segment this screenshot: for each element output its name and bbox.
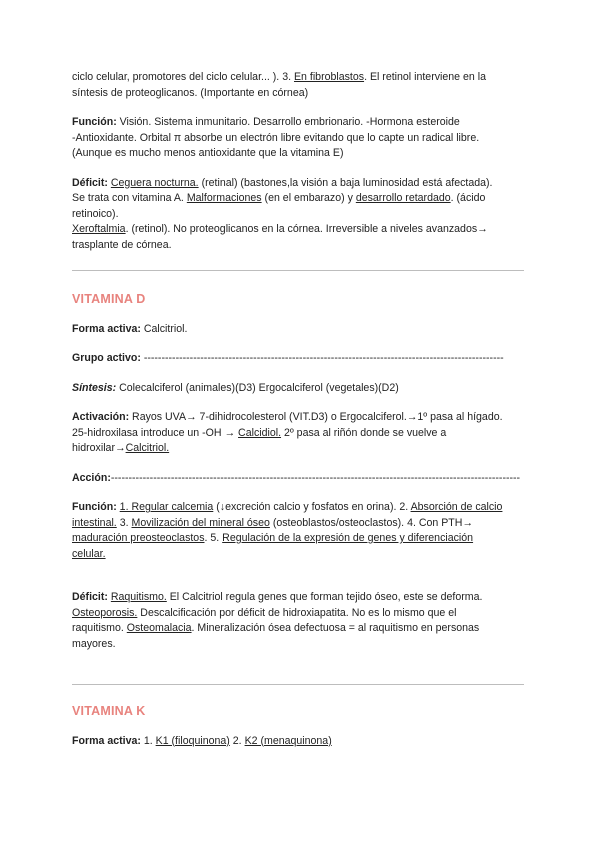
deficit-text: El Calcitriol regula genes que forman tejido óseo, este se deforma. (166, 591, 483, 603)
deficit-text: raquitismo. (72, 622, 127, 634)
funcion-text: . 5. (204, 532, 223, 544)
deficit-text: retinoico). (72, 207, 119, 220)
deficit-label: Déficit: (72, 176, 108, 189)
deficit-text: trasplante de córnea. (72, 238, 172, 251)
forma-activa-k (72, 734, 530, 750)
funcion-term: maduración preosteoclastos (72, 532, 205, 544)
grupo-activo-d (72, 351, 530, 367)
funcion-text: (↓excreción calcio y fosfatos en orina). 2. (213, 501, 411, 513)
section-divider (72, 684, 524, 685)
document-page (72, 70, 530, 253)
deficit-term: desarrollo retardado (355, 192, 451, 204)
section-heading-vitamin-d: VITAMINA D (72, 292, 146, 306)
funcion-text: (osteoblastos/osteoclastos). 4. Con PTH→ (269, 516, 474, 529)
intro-text: ciclo celular, promotores del ciclo celular... ). 3. (72, 71, 294, 83)
intro-paragraph (72, 70, 530, 101)
activacion-term: Calcitriol. (125, 442, 170, 454)
accion-text: -------------------------------------------------------------------------------------------------------------------- (110, 471, 521, 484)
funcion-term: 1. Regular calcemia (119, 501, 214, 513)
forma-text: 1. (140, 734, 156, 747)
deficit-text: (en el embarazo) y (261, 192, 356, 204)
forma-term: K1 (filoquinona) (155, 734, 230, 747)
activacion-term: Calcidiol. (238, 426, 282, 439)
sintesis-text: Colecalciferol (animales)(D3) Ergocalciferol (vegetales)(D2) (116, 381, 399, 394)
funcion-term: intestinal. (72, 516, 117, 529)
sintesis-d (72, 381, 530, 397)
forma-text: Calcitriol. (140, 322, 188, 335)
funcion-label: Función: (72, 116, 117, 128)
intro-underlined: En fibroblastos (293, 71, 365, 83)
sintesis-label: Síntesis: (72, 381, 117, 394)
grupo-text: ------------------------------------------------------------------------------------------------------ (140, 352, 504, 364)
deficit-text: . (ácido (450, 192, 486, 204)
deficit-term: Xeroftalmia (72, 223, 126, 235)
deficit-term: Malformaciones (186, 192, 262, 204)
deficit-text: mayores. (72, 637, 116, 650)
vitamin-k-section (72, 704, 530, 749)
intro-text: . El retinol interviene en la (364, 71, 486, 83)
funcion-text: (Aunque es mucho menos antioxidante que la vitamina E) (72, 147, 344, 159)
funcion-d (72, 500, 530, 562)
deficit-text: . Mineralización ósea defectuosa = al raquitismo en personas (191, 622, 480, 634)
activacion-d (72, 410, 530, 457)
section-heading-vitamin-k: VITAMINA K (72, 704, 146, 718)
funcion-term: Movilización del mineral óseo (131, 516, 270, 529)
section-divider (72, 270, 524, 271)
activacion-text: hidroxilar→ (72, 442, 126, 454)
deficit-term: Raquitismo. (110, 591, 167, 603)
funcion-label: Función: (72, 501, 117, 513)
deficit-text: (retinal) (bastones,la visión a baja luminosidad está afectada). (198, 176, 493, 189)
deficit-term: Ceguera nocturna. (110, 176, 199, 189)
funcion-text: -Antioxidante. Orbital π absorbe un electrón libre evitando que lo capte un radical libre. (72, 131, 480, 144)
accion-d (72, 471, 530, 487)
deficit-d (72, 590, 530, 652)
deficit-term: Osteomalacia (126, 622, 192, 634)
funcion-term: celular. (72, 547, 106, 560)
forma-activa-d (72, 322, 530, 338)
funcion-term: Absorción de calcio (410, 501, 503, 513)
deficit-term: Osteoporosis. (72, 606, 138, 619)
activacion-label: Activación: (72, 411, 130, 423)
deficit-text: . (retinol). No proteoglicanos en la córnea. Irreversible a niveles avanzados→ (125, 223, 488, 235)
funcion-text: 3. (116, 516, 132, 529)
funcion-term: Regulación de la expresión de genes y diferenciación (222, 532, 474, 544)
grupo-label: Grupo activo: (72, 352, 141, 364)
accion-label: Acción: (72, 471, 111, 484)
activacion-text: Rayos UVA→ 7-dihidrocolesterol (VIT.D3) o Ergocalciferol.→1º pasa al hígado. (129, 411, 503, 423)
funcion-text: Visión. Sistema inmunitario. Desarrollo embrionario. -Hormona esteroide (116, 116, 460, 128)
deficit-label: Déficit: (72, 591, 108, 603)
activacion-text: 25-hidroxilasa introduce un -OH → (72, 426, 239, 439)
funcion-paragraph (72, 115, 530, 162)
activacion-text: 2º pasa al riñón donde se vuelve a (281, 426, 447, 439)
deficit-text: Descalcificación por déficit de hidroxiapatita. No es lo mismo que el (137, 606, 457, 619)
forma-term: K2 (menaquinona) (244, 734, 332, 747)
forma-text: 2. (229, 734, 245, 747)
vitamin-d-section (72, 292, 530, 652)
deficit-text: Se trata con vitamina A. (72, 192, 187, 204)
forma-label: Forma activa: (72, 322, 141, 335)
deficit-a-paragraph (72, 176, 530, 254)
intro-text: síntesis de proteoglicanos. (Importante en córnea) (72, 86, 309, 99)
forma-label: Forma activa: (72, 734, 141, 747)
